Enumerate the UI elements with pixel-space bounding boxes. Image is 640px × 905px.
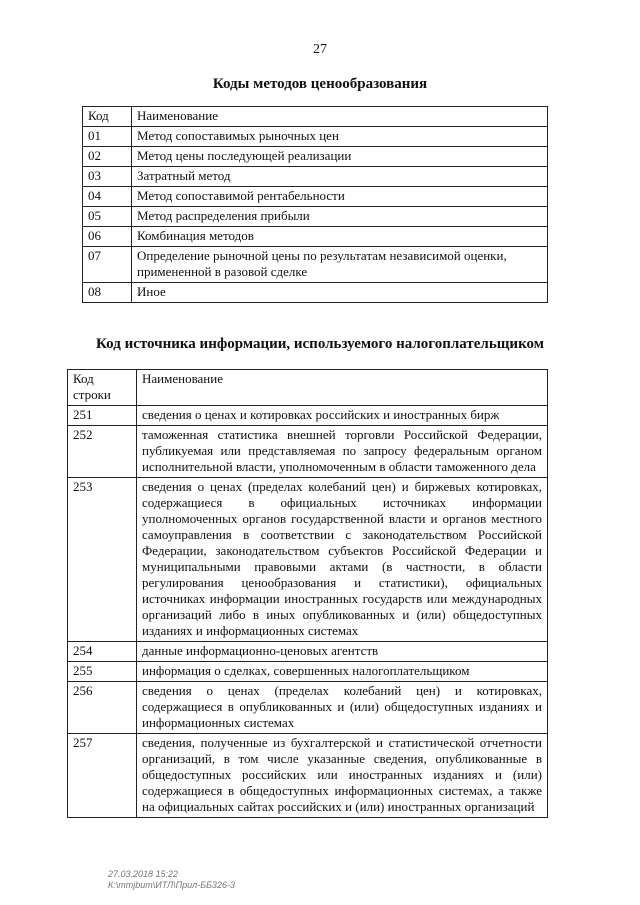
table-row — [83, 227, 548, 247]
row-name: Определение рыночной цены по результатам независимой оценки, примененной в разовой сделке — [132, 247, 548, 283]
row-name: Иное — [132, 283, 548, 303]
row-name: Комбинация методов — [132, 227, 548, 247]
row-name: сведения о ценах (пределах колебаний цен) и котировках, содержащиеся в опубликованных и (или) общедоступных изданиях и информационных системах — [137, 682, 548, 734]
table-row — [83, 147, 548, 167]
row-code: 01 — [83, 127, 132, 147]
row-code: 252 — [68, 426, 137, 478]
row-code: 03 — [83, 167, 132, 187]
pricing-methods-table — [82, 106, 548, 303]
table-row — [83, 207, 548, 227]
table-row — [68, 662, 548, 682]
row-code: 257 — [68, 734, 137, 818]
row-name: таможенная статистика внешней торговли Российской Федерации, публикуемая или представляемая по запросу федеральным органом исполнительной власти, уполномоченным в области таможенного дела — [137, 426, 548, 478]
row-name: данные информационно-ценовых агентств — [137, 642, 548, 662]
row-code: 04 — [83, 187, 132, 207]
table-header-row — [68, 370, 548, 406]
info-source-title: Код источника информации, используемого налогоплательщиком — [96, 336, 544, 352]
row-name: Метод сопоставимой рентабельности — [132, 187, 548, 207]
table-row — [83, 127, 548, 147]
table-header-row — [83, 107, 548, 127]
row-code: 05 — [83, 207, 132, 227]
row-code: 08 — [83, 283, 132, 303]
table-row — [68, 478, 548, 642]
row-code: 07 — [83, 247, 132, 283]
row-name: Метод распределения прибыли — [132, 207, 548, 227]
row-code: 06 — [83, 227, 132, 247]
table-row — [83, 247, 548, 283]
row-code: 254 — [68, 642, 137, 662]
footer-stamp — [108, 869, 235, 891]
table-row — [68, 642, 548, 662]
row-code: 256 — [68, 682, 137, 734]
row-code: 02 — [83, 147, 132, 167]
table-row — [68, 406, 548, 426]
table-row — [83, 187, 548, 207]
info-source-table — [67, 369, 548, 818]
footer-file-path: К:\mmjbum\ИТЛ\Прил-ББ326-3 — [108, 880, 235, 890]
table-row — [68, 734, 548, 818]
header-code: Код — [83, 107, 132, 127]
row-name: Метод сопоставимых рыночных цен — [132, 127, 548, 147]
row-name: Затратный метод — [132, 167, 548, 187]
footer-timestamp: 27.03.2018 15:22 — [108, 869, 179, 879]
row-code: 253 — [68, 478, 137, 642]
row-name: Метод цены последующей реализации — [132, 147, 548, 167]
row-name: информация о сделках, совершенных налогоплательщиком — [137, 662, 548, 682]
header-name: Наименование — [132, 107, 548, 127]
table-row — [83, 167, 548, 187]
pricing-methods-title: Коды методов ценообразования — [212, 76, 428, 92]
row-code: 255 — [68, 662, 137, 682]
table-row — [83, 283, 548, 303]
page-number: 27 — [313, 42, 327, 57]
header-name: Наименование — [137, 370, 548, 406]
row-name: сведения о ценах (пределах колебаний цен) и биржевых котировках, содержащиеся в официальных источниках информации уполномоченных органов государственной власти и органов местного самоуправления в соответствии с законодательством Российской Федерации, законодательством субъектов Российской Федерации и муниципальными правовыми актами (в частности, в области регулирования ценообразования и статистики), официальных источниках информации иностранных государств или международных организаций либо в иных опубликованных и (или) общедоступных изданиях и информационных системах — [137, 478, 548, 642]
row-name: сведения, полученные из бухгалтерской и статистической отчетности организаций, в том числе указанные сведения, опубликованные в общедоступных российских или иностранных изданиях и (или) содержащиеся в общедоступных информационных системах, а также на официальных сайтах российских и (или) иностранных организаций — [137, 734, 548, 818]
header-code: Код строки — [68, 370, 137, 406]
row-name: сведения о ценах и котировках российских и иностранных бирж — [137, 406, 548, 426]
row-code: 251 — [68, 406, 137, 426]
table-row — [68, 426, 548, 478]
table-row — [68, 682, 548, 734]
